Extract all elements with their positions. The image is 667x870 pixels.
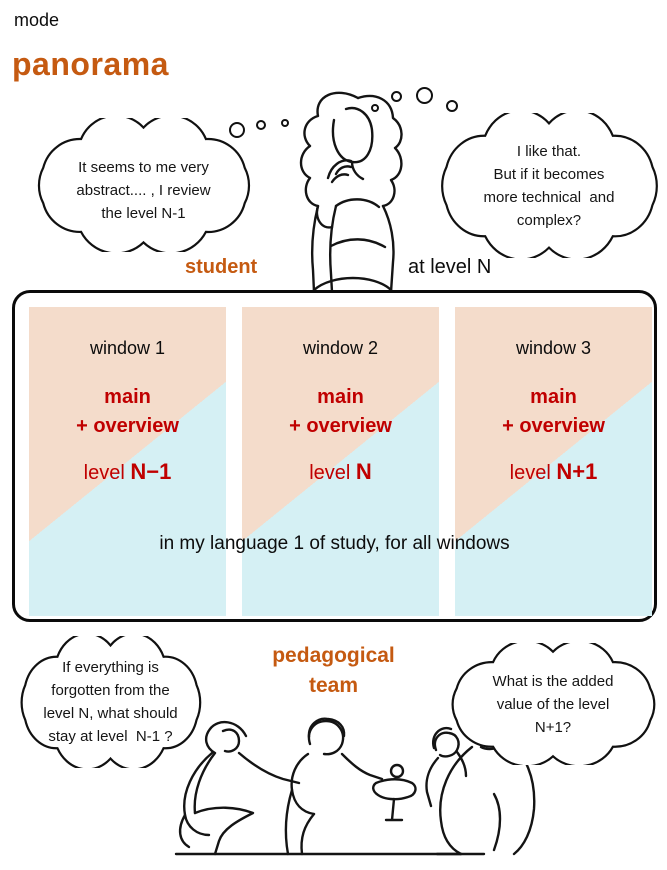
thought-bubble-circle: [281, 119, 289, 127]
team-label-line2: team: [308, 674, 359, 697]
window-3-panel: [455, 307, 652, 616]
thought-text-line: What is the added: [492, 672, 614, 690]
thought-text-line: value of the level: [496, 695, 610, 713]
board-caption: in my language 1 of study, for all windows: [159, 533, 510, 554]
window-main-label: main: [104, 386, 151, 408]
student-label: student: [185, 256, 258, 278]
thought-text-line: forgotten from the: [51, 682, 170, 699]
thought-text-line: more technical and: [483, 188, 615, 206]
window-title: window 2: [302, 338, 379, 358]
window-2-panel: [242, 307, 439, 616]
thought-text-line: abstract.... , I review: [76, 181, 211, 199]
thought-text-line: complex?: [516, 211, 582, 229]
thought-text-line: level N, what should: [43, 705, 178, 722]
student-left-thought-cloud: [30, 118, 257, 252]
window-overview-label: + overview: [502, 415, 605, 437]
window-1-panel: [29, 307, 226, 616]
window-level-label: [455, 459, 652, 485]
thought-text-line: If everything is: [62, 659, 159, 676]
level-value: N: [355, 459, 372, 484]
thought-text-line: It seems to me very: [78, 158, 209, 176]
window-main-label: main: [317, 386, 364, 408]
thought-text-line: the level N-1: [101, 204, 186, 222]
team-label-line1: pedagogical: [272, 644, 395, 667]
thought-text-line: I like that.: [516, 142, 582, 160]
thought-bubble-circle: [446, 100, 458, 112]
level-prefix: level: [309, 462, 351, 484]
window-level-label: [242, 459, 439, 485]
page-title: panorama: [12, 46, 169, 82]
window-main-label: main: [530, 386, 577, 408]
window-level-label: [29, 459, 226, 485]
thought-bubble-circle: [391, 91, 402, 102]
mode-label: mode: [14, 10, 60, 30]
thought-bubble-circle: [416, 87, 433, 104]
window-title: window 3: [515, 338, 592, 358]
thought-text-line: stay at level N-1 ?: [48, 728, 173, 745]
thought-bubble-circle: [371, 104, 379, 112]
team-left-thought-cloud: [14, 636, 207, 768]
thought-text-line: But if it becomes: [493, 165, 605, 183]
team-right-thought-cloud: [444, 643, 662, 765]
windows-board: [12, 290, 657, 622]
student-level-label: at level N: [408, 256, 492, 278]
window-overview-label: + overview: [76, 415, 179, 437]
level-value: N+1: [556, 459, 598, 484]
thought-text-line: N+1?: [534, 718, 572, 736]
thought-bubble-circle: [256, 120, 266, 130]
window-title: window 1: [89, 338, 166, 358]
level-prefix: level: [83, 462, 125, 484]
window-overview-label: + overview: [289, 415, 392, 437]
level-prefix: level: [509, 462, 551, 484]
level-value: N−1: [130, 459, 172, 484]
student-right-thought-cloud: [433, 113, 665, 258]
